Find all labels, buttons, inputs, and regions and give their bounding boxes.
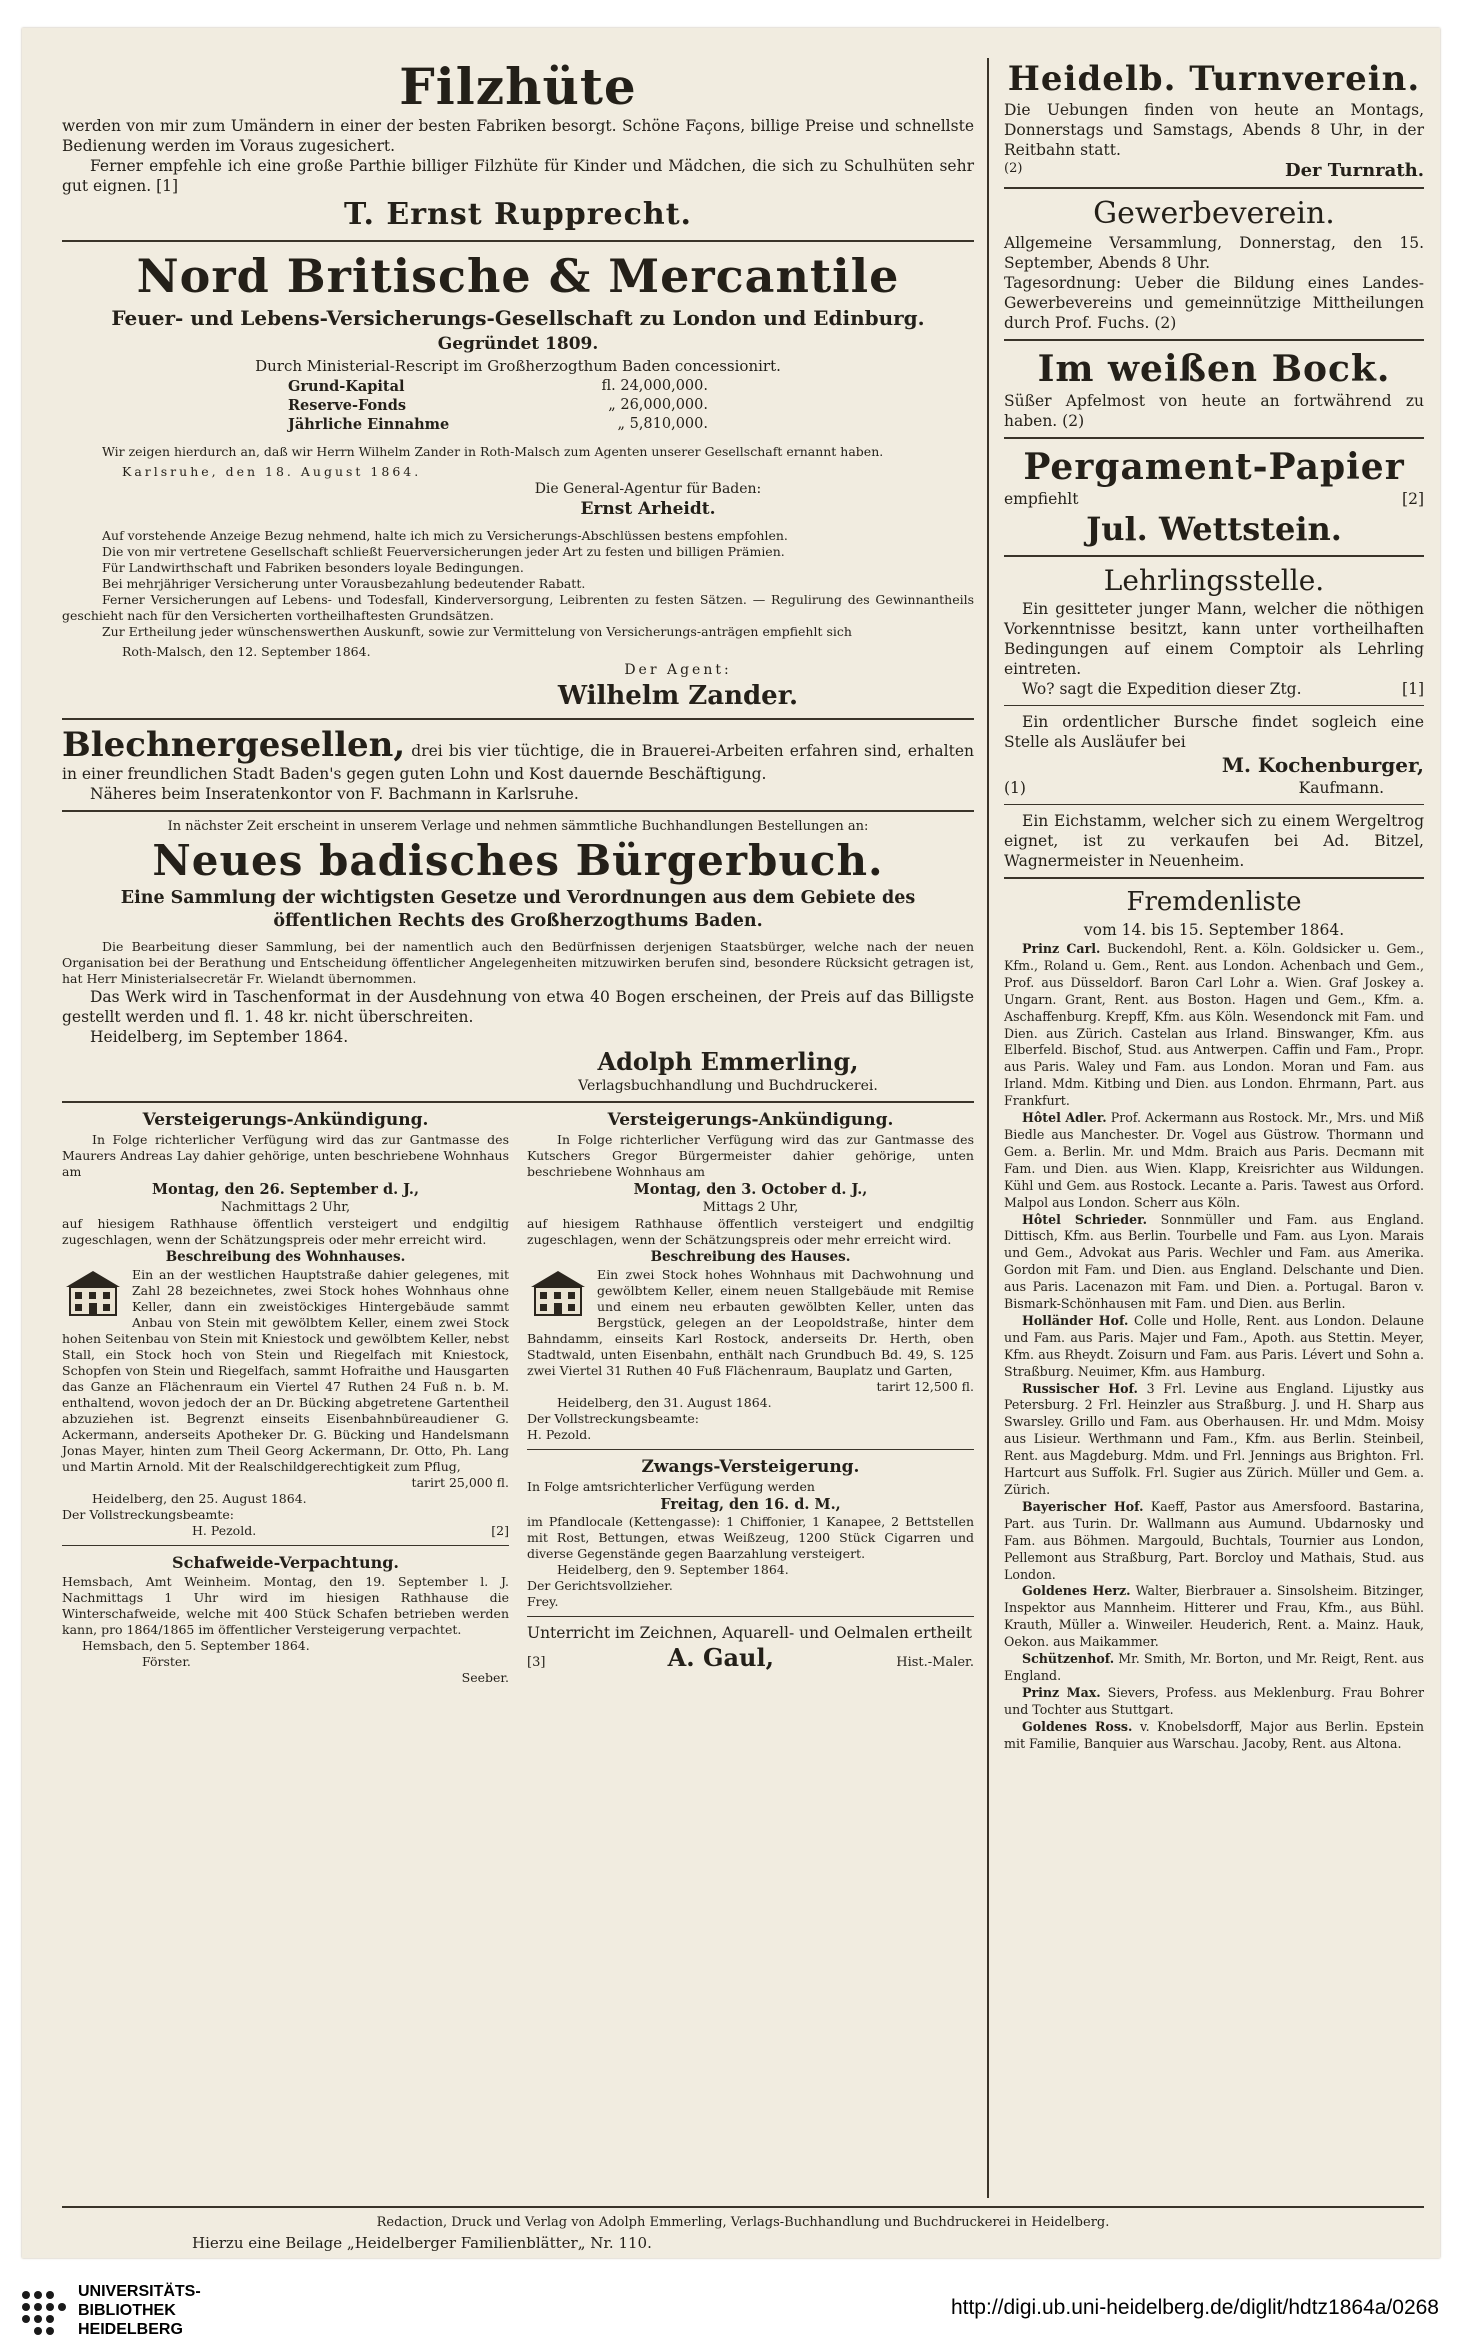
buergerbuch-title: Neues badisches Bürgerbuch. (152, 836, 884, 885)
nb-finance-row: Grund-Kapital fl. 24,000,000. (288, 378, 708, 395)
column-divider (987, 58, 989, 2198)
divider (1004, 705, 1424, 706)
nb-finance-table (288, 377, 708, 434)
ad-blechnergesellen (62, 726, 974, 804)
divider (1004, 877, 1424, 879)
nb-para-2: Auf vorstehende Anzeige Bezug nehmend, halte ich mich zu Versicherungs-Abschlüssen bestens empfohlen. (102, 528, 788, 543)
buergerbuch-publisher-sub: Verlagsbuchhandlung und Buchdruckerei. (578, 1078, 878, 1094)
ad-nord-britische (62, 248, 974, 712)
bursche-sub: Kaufmann. (1298, 779, 1384, 797)
vers1-mark: [2] (491, 1523, 509, 1538)
filzhuete-text-2: Ferner empfehle ich eine große Parthie billiger Filzhüte für Kinder und Mädchen, die sich zu Schulhüten sehr gut eignen. (62, 157, 974, 195)
nb-subtitle: Feuer- und Lebens-Versicherungs-Gesellschaft zu London und Edinburg. (111, 306, 925, 330)
zwang-para-1: In Folge amtsrichterlicher Verfügung werden (527, 1479, 815, 1494)
house-icon (527, 1267, 589, 1319)
schaf-text: Hemsbach, Amt Weinheim. Montag, den 19. September l. J. Nachmittags 1 Uhr wird im hiesigen Rathhause die Winterschafweide, welche mit 400 Stück Schafen betrieben werden kann, pro 1864/1865 im öffentlicher Versteigerung verpachtet. (62, 1574, 509, 1637)
list-item: Goldenes Herz. Walter, Bierbrauer a. Sinsolsheim. Bitzinger, Inspektor aus Mannheim. Hitterer und Frau, Kfm., aus Bühl. Krauth, Müller a. Winweiler. Heuderich, Rent. a. Mainz. Hauk, Oekon. aus Maikammer. (1004, 1583, 1425, 1650)
ad-zwangsversteigerung (527, 1456, 974, 1610)
buergerbuch-publisher: Adolph Emmerling, (597, 1047, 859, 1076)
buergerbuch-dateline: Heidelberg, im September 1864. (90, 1028, 349, 1046)
vers1-desc-title: Beschreibung des Wohnhauses. (165, 1249, 406, 1265)
divider (527, 1449, 974, 1450)
gaul-name: A. Gaul, (667, 1643, 774, 1672)
ad-pergament (1004, 445, 1424, 549)
zwang-name: Frey. (527, 1594, 559, 1609)
divider (1004, 437, 1424, 439)
fremdenliste (1004, 885, 1424, 1753)
perg-name: Jul. Wettstein. (1086, 510, 1342, 548)
zwang-dateline: Heidelberg, den 9. September 1864. (557, 1562, 789, 1577)
filzhuete-mark: [1] (156, 177, 179, 195)
zwang-official: Der Gerichtsvollzieher. (527, 1578, 673, 1593)
schaf-sig: Seeber. (461, 1670, 509, 1685)
divider (1004, 555, 1424, 557)
list-item: Hôtel Adler. Prof. Ackermann aus Rostock. Mr., Mrs. und Miß Biedle aus Manchester. Dr. Vogel aus Güstrow. Thormann und Gem. a. Berlin. Mr. und Mdm. Braich aus Paris. Decmann mit Fam. und Dien. aus Wien. Klapp, Kreisrichter aus Wildungen. Kühl und Gem. aus Rostock. Lecante a. Paris. Tawest aus Orford. Malpol aus London. Scherr aus Köln. (1004, 1110, 1424, 1210)
ad-gaul (527, 1623, 974, 1672)
perg-title: Pergament-Papier (1023, 446, 1405, 488)
divider (1004, 804, 1424, 805)
library-logo-icon (16, 2285, 68, 2337)
blech-text: drei bis vier tüchtige, die in Brauerei-Arbeiten erfahren sind, erhalten in einer freundlichen Stadt Baden's gegen guten Lohn und Kost dauernde Beschäftigung. (62, 742, 974, 783)
vers2-dateline: Heidelberg, den 31. August 1864. (557, 1395, 772, 1410)
list-item: Prinz Max. Sievers, Profess. aus Meklenburg. Frau Bohrer und Tochter aus Stuttgart. (1004, 1684, 1424, 1717)
vers1-tax: tarirt 25,000 fl. (411, 1475, 509, 1490)
vers1-name: H. Pezold. (192, 1523, 257, 1538)
house-icon (62, 1267, 124, 1319)
ad-weisser-bock (1004, 347, 1424, 431)
filzhuete-text-1: werden von mir zum Umändern in einer der besten Fabriken besorgt. Schöne Façons, billige Preise und schnellste Bedienung werden im Voraus zugesichert. (62, 117, 974, 155)
divider (62, 2206, 1424, 2208)
nb-agent-name: Wilhelm Zander. (557, 681, 799, 711)
filzhuete-title: Filzhüte (399, 57, 637, 116)
list-item: Hôtel Schrieder. Sonnmüller und Fam. aus England. Dittisch, Kfm. aus Berlin. Tourbelle und Fam. aus Lyon. Marais und Gem., Advokat aus Paris. Wechler und Fam. aus Amerika. Gordon mit Fam. und Dien. aus England. Delschante und Dien. aus Paris. Lacenazon mit Fam. und Dien. a. Portugal. Baron v. Bismark-Schönhausen mit Fam. und Dien. aus Berlin. (1004, 1211, 1424, 1312)
vers2-official: Der Vollstreckungsbeamte: (527, 1411, 700, 1426)
vers1-time: Nachmittags 2 Uhr, (220, 1200, 351, 1215)
fremden-title: Fremdenliste (1126, 887, 1302, 917)
fremden-date: vom 14. bis 15. September 1864. (1083, 921, 1345, 939)
bursche-name: M. Kochenburger, (1221, 753, 1424, 777)
nb-para-3: Die von mir vertretene Gesellschaft schließt Feuerversicherungen jeder Art zu festen und billigen Prämien. (102, 544, 785, 559)
nb-dateline-1: Karlsruhe, den 18. August 1864. (122, 464, 422, 479)
newspaper-page (22, 28, 1440, 2258)
divider (62, 240, 974, 242)
gewerbe-order: Tagesordnung: Ueber die Bildung eines Landes-Gewerbevereins und gemeinnützige Mittheilungen durch Prof. Fuchs. (1004, 274, 1424, 332)
library-banner (0, 2272, 1459, 2351)
bock-mark: (2) (1062, 412, 1085, 430)
ad-versteigerung-2 (527, 1109, 974, 1443)
ad-buergerbuch (62, 818, 974, 1095)
page-footer (62, 2200, 1424, 2255)
auction-columns (62, 1109, 974, 1686)
vers1-para-2: auf hiesigem Rathhause öffentlich versteigert und endgiltig zugeschlagen, wenn der Schätzungspreis oder mehr erreicht wird. (62, 1216, 509, 1247)
ad-gewerbeverein (1004, 195, 1424, 333)
bock-text: Süßer Apfelmost von heute an fortwährend zu haben. (1004, 392, 1424, 430)
nb-para-4: Für Landwirthschaft und Fabriken besonders loyale Bedingungen. (102, 560, 524, 575)
eich-text: Ein Eichstamm, welcher sich zu einem Wergeltrog eignet, ist zu verkaufen bei Ad. Bitzel, Wagnermeister in Neuenheim. (1004, 812, 1424, 870)
lehrling-text: Ein gesitteter junger Mann, welcher die nöthigen Vorkenntnisse besitzt, kann unter vortheilhaften Bedingungen auf einem Comptoir als Lehrling eintreten. (1004, 600, 1424, 678)
buergerbuch-subtitle: Eine Sammlung der wichtigsten Gesetze und Verordnungen aus dem Gebiete des öffentlichen Rechts des Großherzogthums Baden. (120, 888, 916, 931)
buergerbuch-para-1: Die Bearbeitung dieser Sammlung, bei der namentlich auch den Bedürfnissen derjenigen Staatsbürger, welche nach der neuen Organisation bei der Berathung und Entscheidung öffentlicher Angelegenheiten mitzuwirken berufen sind, besondere Rücksicht getragen ist, hat Herr Ministerialsecretär Fr. Wielandt übernommen. (62, 939, 974, 986)
nb-finance-row: Reserve-Fonds „ 26,000,000. (288, 397, 708, 414)
nb-para-7: Zur Ertheilung jeder wünschenswerthen Auskunft, sowie zur Vermittelung von Versicherungs-anträgen empfiehlt sich (102, 624, 852, 639)
vers2-date: Montag, den 3. October d. J., (633, 1181, 868, 1198)
gewerbe-title: Gewerbeverein. (1093, 196, 1335, 231)
divider (1004, 339, 1424, 341)
turn-text: Die Uebungen finden von heute an Montags, Donnerstags und Samstags, Abends 8 Uhr, in der Reitbahn statt. (1004, 101, 1424, 159)
divider (62, 1101, 974, 1103)
perg-text: empfiehlt (1004, 490, 1079, 508)
vers1-date: Montag, den 26. September d. J., (151, 1181, 420, 1198)
schaf-name: Förster. (142, 1654, 191, 1669)
zwang-title: Zwangs-Versteigerung. (641, 1457, 860, 1477)
right-column (1004, 58, 1424, 1753)
source-url[interactable]: http://digi.ub.uni-heidelberg.de/diglit/hdtz1864a/0268 (950, 2296, 1439, 2319)
library-logo (16, 2282, 201, 2339)
buergerbuch-para-2: Das Werk wird in Taschenformat in der Ausdehnung von etwa 40 Bogen erscheinen, der Preis auf das Billigste gestellt werden und fl. 1. 48 kr. nicht überschreiten. (62, 988, 974, 1026)
perg-mark: [2] (1402, 490, 1424, 508)
vers2-name: H. Pezold. (527, 1427, 592, 1442)
ad-lehrlingsstelle (1004, 563, 1424, 699)
divider (62, 1545, 509, 1546)
left-column (62, 58, 974, 1686)
vers2-para-2: auf hiesigem Rathhause öffentlich versteigert und endgiltig zugeschlagen, wenn der Schätzungspreis oder mehr erreicht wird. (527, 1216, 974, 1247)
library-name: UNIVERSITÄTS- BIBLIOTHEK HEIDELBERG (78, 2283, 201, 2338)
bursche-text: Ein ordentlicher Bursche findet sogleich eine Stelle als Ausläufer bei (1004, 713, 1424, 751)
list-item: Goldenes Ross. v. Knobelsdorff, Major aus Berlin. Epstein mit Familie, Banquier aus Warschau. Jacoby, Rent. aus Altona. (1004, 1718, 1424, 1751)
nb-agent-label: Der Agent: (624, 662, 732, 678)
divider (62, 718, 974, 720)
ad-turnverein (1004, 58, 1424, 181)
nb-title: Nord Britische & Mercantile (136, 249, 900, 303)
turn-title: Heidelb. Turnverein. (1007, 59, 1421, 99)
vers2-desc: Ein zwei Stock hohes Wohnhaus mit Dachwohnung und gewölbtem Keller, einem neuen Stallgebäude mit Remise und einem neu erbauten gewölbten Keller, unten das Bergstück, gelegen an der Leopoldstraße, hinter dem Bahndamm, einseits Karl Rostock, anderseits Dr. Herth, oben Stadtwald, unten Eisenbahn, enthält nach Grundbuch Bd. 49, S. 125 zwei Viertel 31 Ruthen 40 Fuß Flächenraum, Bauplatz und Garten, (527, 1267, 974, 1378)
filzhuete-signature: T. Ernst Rupprecht. (344, 197, 692, 232)
vers2-para-1: In Folge richterlicher Verfügung wird das zur Gantmasse des Kutschers Gregor Bürgermeister dahier gehörige, unten beschriebene Wohnhaus am (527, 1132, 974, 1179)
vers1-title: Versteigerungs-Ankündigung. (142, 1110, 429, 1130)
schaf-dateline: Hemsbach, den 5. September 1864. (82, 1638, 310, 1653)
vers1-official: Der Vollstreckungsbeamte: (62, 1507, 235, 1522)
nb-dateline-2: Roth-Malsch, den 12. September 1864. (122, 644, 371, 659)
vers1-desc: Ein an der westlichen Hauptstraße dahier gelegenes, mit Zahl 28 bezeichnetes, zwei Stock hohes Wohnhaus ohne Keller, dann ein zweistöckiges Hintergebäude sammt Anbau von Stein mit gewölbtem Keller, einem zwei Stock hohen Seitenbau von Stein mit Kniestock und gewölbtem Keller, nebst Stall, ein Stock hoch von Stein und Riegelfach mit Kniestock, Schopfen von Stein und Riegelfach, sammt Hofraithe und Hausgarten das Ganze an Flächenraum ein Viertel 47 Ruthen 24 Fuß n. b. M. enthaltend, wovon jedoch der an Dr. Bücking abgetretene Gartentheil abzuziehen ist. Begrenzt einseits Eisenbahnbüreaudiener G. Ackermann, anderseits Apotheker Dr. G. Bücking und Handelsmann Jonas Mayer, hinten zum Theil Georg Ackermann, Dr. Otto, Ph. Lang und Martin Arnold. Mit der Realschildgerechtigkeit zum Pflug, (62, 1267, 509, 1474)
nb-ministerial: Durch Ministerial-Rescript im Großherzogthum Baden concessionirt. (255, 357, 781, 375)
ad-filzhuete (62, 58, 974, 234)
gewerbe-text: Allgemeine Versammlung, Donnerstag, den 15. September, Abends 8 Uhr. (1004, 234, 1424, 272)
auction-column-right (527, 1109, 974, 1686)
vers2-tax: tarirt 12,500 fl. (876, 1379, 974, 1394)
nb-founded: Gegründet 1809. (437, 334, 599, 354)
nb-agency-name: Ernst Arheidt. (580, 499, 716, 519)
auction-column-left (62, 1109, 509, 1686)
vers1-dateline: Heidelberg, den 25. August 1864. (92, 1491, 307, 1506)
bock-title: Im weißen Bock. (1037, 348, 1391, 390)
lehrling-title: Lehrlingsstelle. (1103, 564, 1325, 597)
ad-eichstamm (1004, 811, 1424, 871)
fremden-entries (1004, 941, 1424, 1753)
divider (1004, 187, 1424, 189)
nb-para-6: Ferner Versicherungen auf Lebens- und Todesfall, Kinderversorgung, Leibrenten zu festen Sätzen. — Regulirung des Gewinnantheils geschieht nach für den Versicherten vortheilhaftesten Grundsätzen. (62, 592, 974, 623)
divider (527, 1616, 974, 1617)
gaul-mark: [3] (527, 1655, 546, 1670)
lehrling-mark: [1] (1402, 680, 1424, 698)
gewerbe-mark: (2) (1154, 314, 1177, 332)
list-item: Schützenhof. Mr. Smith, Mr. Borton, und Mr. Reigt, Rent. aus England. (1004, 1651, 1424, 1683)
zwang-para-2: im Pfandlocale (Kettengasse): 1 Chiffonier, 1 Kanapee, 2 Bettstellen mit Rost, Bettungen, etwas Weißzeug, 1200 Stück Cigarren und diverse Gegenstände gegen Baarzahlung versteigert. (527, 1514, 974, 1561)
divider (62, 810, 974, 812)
list-item: Russischer Hof. 3 Frl. Levine aus England. Lijustky aus Petersburg. 2 Frl. Heinzler aus Straßburg. J. und H. Sharp aus Swarsley. Grillo und Fam. aus Oberhausen. Hr. und Mdm. Moisy aus Lisieur. Werthmann und Fam., Kfm. aus Berlin. Steinbeil, Rent. aus Magdeburg. Mdm. und Frl. Jennings aus Brighton. Frl. Hartcurt aus Suffolk. Frl. Sugier aus Zürich. Müller und Gem. a. Zürich. (1004, 1380, 1425, 1497)
nb-para-1: Wir zeigen hierdurch an, daß wir Herrn Wilhelm Zander in Roth-Malsch zum Agenten unserer Gesellschaft ernannt haben. (102, 444, 884, 459)
vers2-time: Mittags 2 Uhr, (702, 1200, 799, 1215)
blech-more: Näheres beim Inseratenkontor von F. Bachmann in Karlsruhe. (90, 785, 579, 803)
zwang-date: Freitag, den 16. d. M., (660, 1496, 841, 1513)
ad-bursche (1004, 712, 1424, 798)
bursche-mark: (1) (1004, 779, 1026, 797)
ad-versteigerung-1 (62, 1109, 509, 1539)
schaf-title: Schafweide-Verpachtung. (172, 1553, 399, 1572)
list-item: Prinz Carl. Buckendohl, Rent. a. Köln. Goldsicker u. Gem., Kfm., Roland u. Gem., Rent. aus London. Achenbach und Gem., Prof. aus Düsseldorf. Baron Carl Lohr a. Wien. Graf Joskey a. Ungarn. Grant, Rent. aus Boston. Hagen und Gem., Kfm. a. Aschaffenburg. Krepff, Kfm. aus Köln. Wesendonck mit Fam. und Dien. aus Zürich. Castelan aus Irland. Binswanger, Kfm. aus Elberfeld. Bischof, Stud. aus Antwerpen. Caffin und Fam., Propr. aus Paris. Waley und Fam. aus London. Moran und Fam. aus Irland. Mdm. Kitbing und Dien. aus London. Ehrmann, Part. aus Frankfurt. (1004, 941, 1424, 1109)
list-item: Bayerischer Hof. Kaeff, Pastor aus Amersfoord. Bastarina, Part. aus Turin. Dr. Wallmann aus Aumund. Ubdarnosky und Fam. aus Böhmen. Margould, Buchtals, Tournier aus London, Pellemont aus Straßburg, Part. Borcloy und Mathais, Stud. aus London. (1004, 1498, 1424, 1582)
list-item: Holländer Hof. Colle und Holle, Rent. aus London. Delaune und Fam. aus Paris. Majer und Fam., Apoth. aus Stettin. Meyer, Kfm. aus Rheydt. Zoisurn und Fam. aus Paris. Lévert und Sohn a. Straßburg. Neuimer, Kfm. aus Hamburg. (1004, 1312, 1424, 1379)
vers1-para-1: In Folge richterlicher Verfügung wird das zur Gantmasse des Maurers Andreas Lay dahier gehörige, unten beschriebene Wohnhaus am (62, 1132, 509, 1179)
vers2-title: Versteigerungs-Ankündigung. (607, 1110, 894, 1130)
turn-sig: Der Turnrath. (1284, 160, 1424, 181)
gaul-text: Unterricht im Zeichnen, Aquarell- und Oelmalen ertheilt (527, 1624, 972, 1642)
turn-mark: (2) (1004, 161, 1023, 176)
blech-title: Blechnergesellen, (62, 725, 406, 765)
lehrling-question: Wo? sagt die Expedition dieser Ztg. (1022, 680, 1302, 698)
imprint: Redaction, Druck und Verlag von Adolph Emmerling, Verlags-Buchhandlung und Buchdruckerei in Heidelberg. (376, 2215, 1110, 2230)
buergerbuch-intro: In nächster Zeit erscheint in unserem Verlage und nehmen sämmtliche Buchhandlungen Bestellungen an: (167, 819, 869, 834)
nb-agency: Die General-Agentur für Baden: (534, 481, 762, 497)
nb-finance-row: Jährliche Einnahme „ 5,810,000. (288, 416, 708, 433)
vers2-desc-title: Beschreibung des Hauses. (650, 1249, 851, 1265)
gaul-title: Hist.-Maler. (896, 1655, 974, 1670)
supplement-note: Hierzu eine Beilage „Heidelberger Familienblätter„ Nr. 110. (192, 2234, 652, 2252)
nb-para-5: Bei mehrjähriger Versicherung unter Vorausbezahlung bedeutender Rabatt. (102, 576, 586, 591)
ad-schafweide (62, 1552, 509, 1686)
